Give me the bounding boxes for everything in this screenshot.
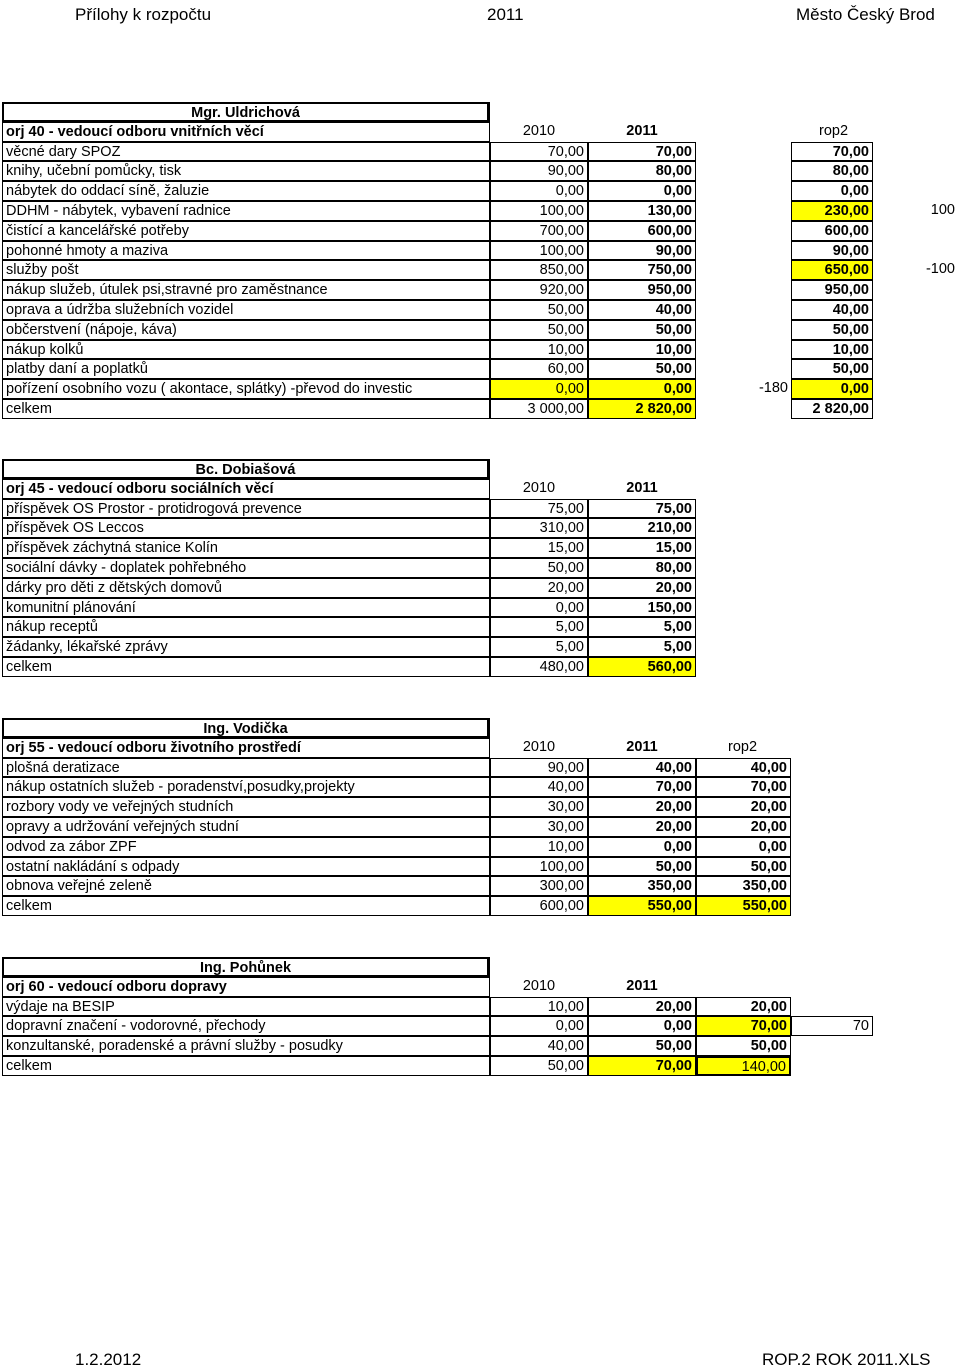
section-person: Mgr. Uldrichová [2, 102, 490, 122]
section-person: Ing. Vodička [2, 718, 490, 738]
section-person: Bc. Dobiašová [2, 459, 490, 479]
section-person: Ing. Pohůnek [2, 957, 490, 977]
footer-date: 1.2.2012 [75, 1350, 142, 1369]
header-right: Město Český Brod [796, 5, 935, 24]
header-left: Přílohy k rozpočtu [75, 5, 212, 24]
footer-filename: ROP.2 ROK 2011.XLS [762, 1350, 931, 1369]
header-center: 2011 [487, 5, 524, 24]
